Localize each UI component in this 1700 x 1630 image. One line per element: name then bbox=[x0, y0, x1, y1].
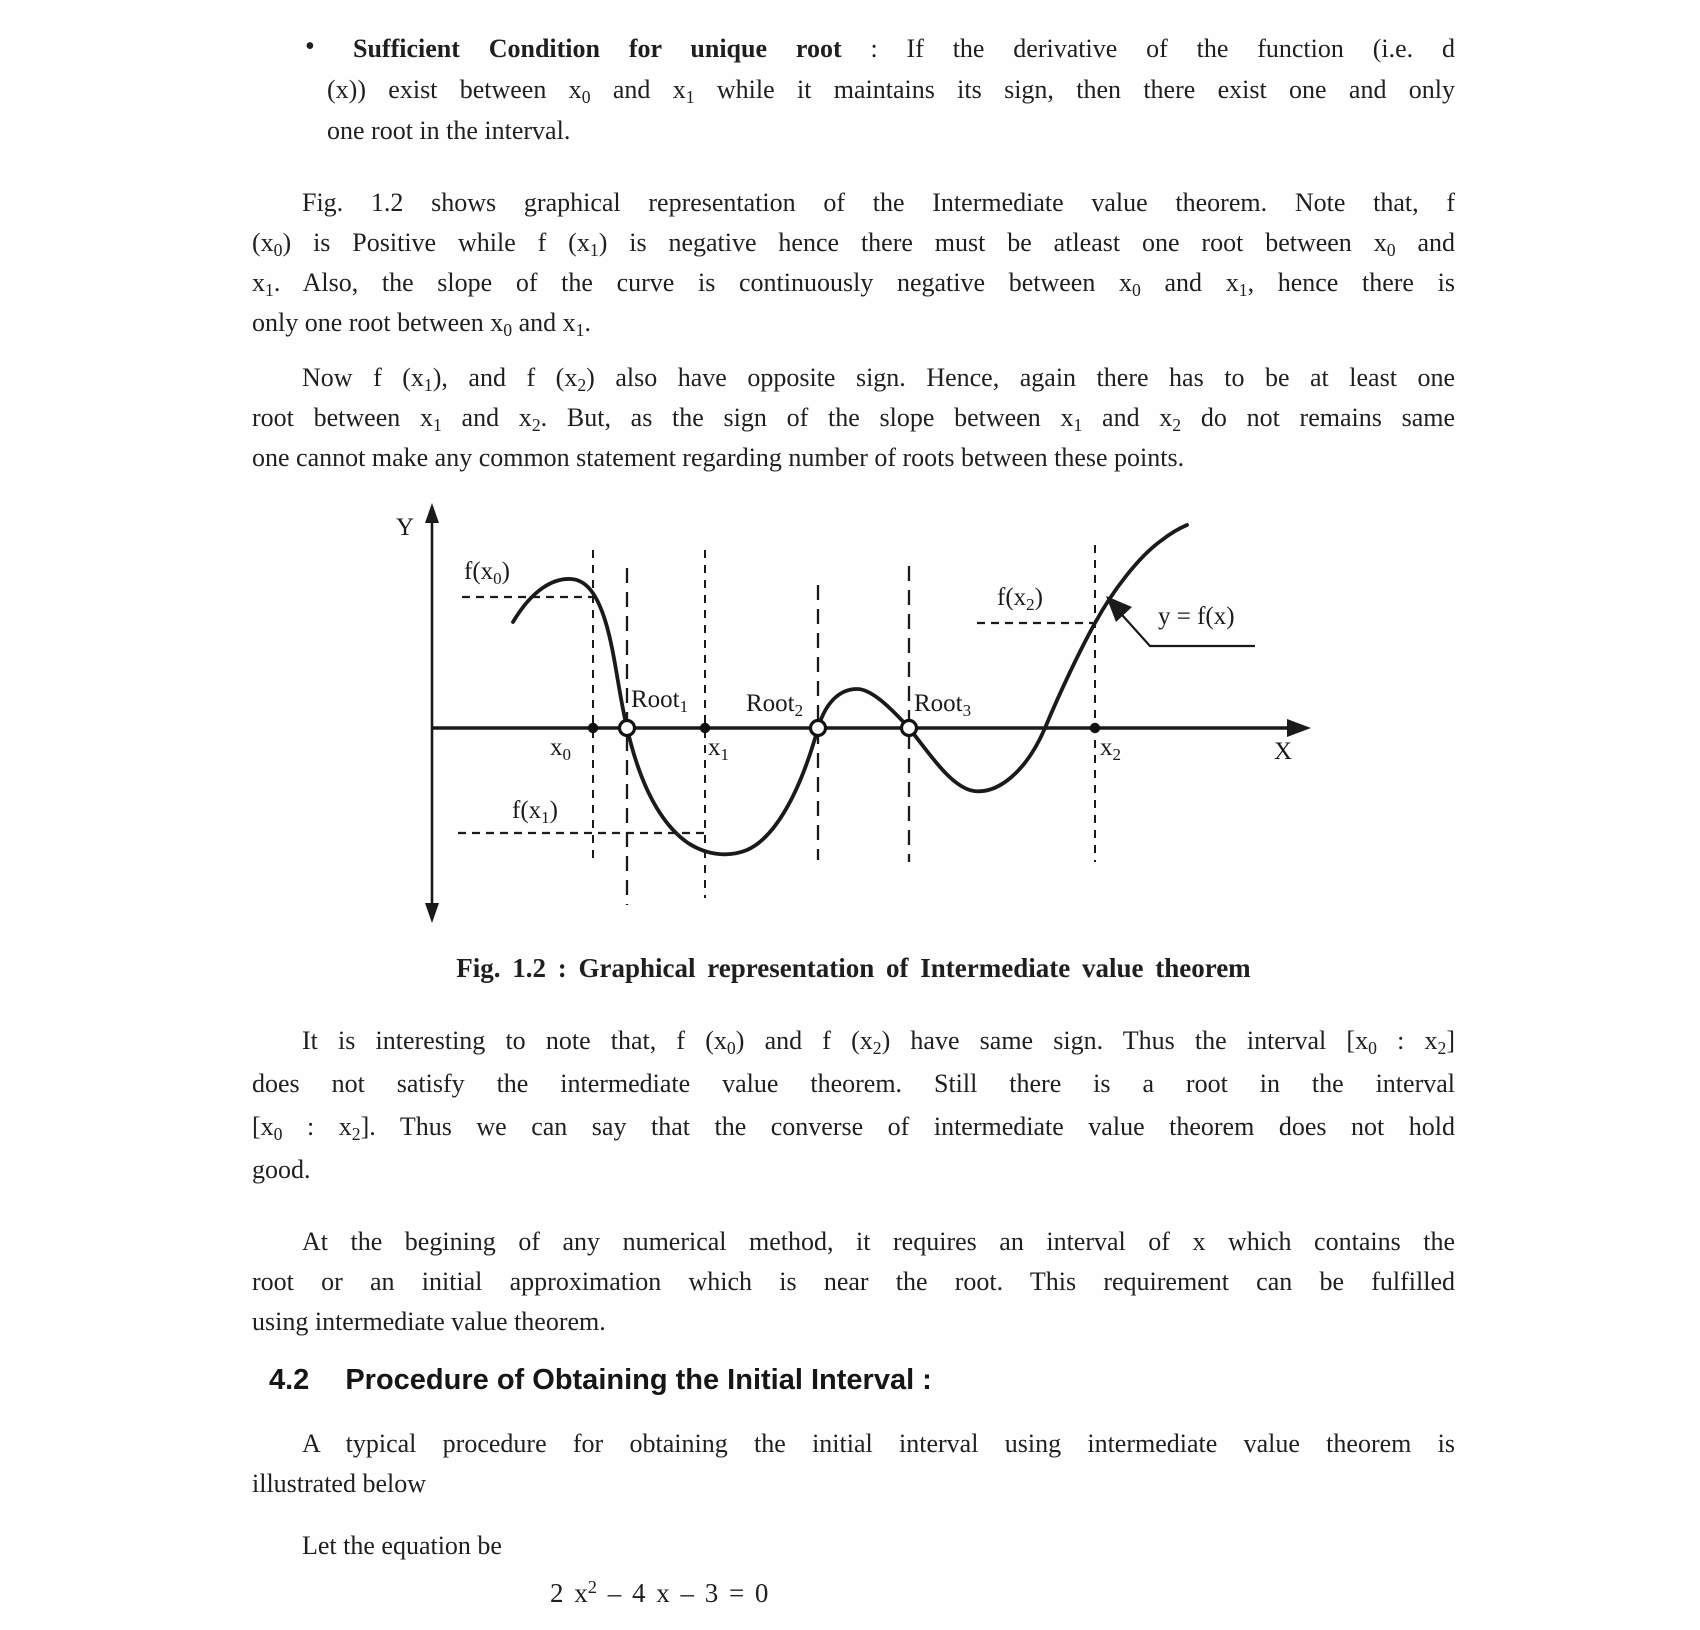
section-heading bbox=[269, 1364, 1455, 1397]
text-line: A typical procedure for obtaining the initial interval using intermediate value theorem is bbox=[302, 1429, 1455, 1458]
x1-point-marker bbox=[700, 723, 710, 733]
figure-caption: Fig. 1.2 : Graphical representation of Intermediate value theorem bbox=[456, 953, 1251, 983]
x-axis-label: X bbox=[1274, 738, 1293, 765]
paragraph-same-sign bbox=[252, 1019, 1455, 1191]
text-line: one root in the interval. bbox=[327, 116, 571, 145]
text-line: good. bbox=[252, 1155, 311, 1184]
x-axis-right-arrow-icon bbox=[1287, 719, 1311, 737]
fx2-label: $f(x_2)$ bbox=[997, 584, 1043, 614]
root2-marker bbox=[811, 721, 826, 736]
text-line: At the begining of any numerical method, it requires an interval of x which contains the bbox=[302, 1227, 1455, 1256]
text-line: Let the equation be bbox=[302, 1531, 502, 1560]
root1-label: Root$_1$ bbox=[631, 686, 689, 716]
bullet-icon: • bbox=[305, 31, 315, 62]
text-line: (x)) exist between $x_0$ and $x_1$ while it maintains its sign, then there exist one and only bbox=[327, 75, 1456, 107]
paragraph-numerical-method bbox=[252, 1222, 1455, 1342]
text-line: only one root between $x_0$ and $x_1$. bbox=[252, 308, 591, 340]
text-line: root or an initial approximation which is near the root. This requirement can be fulfilled bbox=[252, 1267, 1455, 1296]
root1-marker bbox=[620, 721, 635, 736]
text-line: Now f $(x_1)$, and f $(x_2)$ also have opposite sign. Hence, again there has to be at least one bbox=[302, 363, 1455, 395]
curve-path bbox=[513, 525, 1187, 854]
y-axis-label: Y bbox=[396, 514, 415, 541]
y-axis-down-arrow-icon bbox=[425, 903, 439, 923]
equation-text: 2 $x^2 - 4$ x – 3 = 0 bbox=[550, 1576, 769, 1608]
text-line: using intermediate value theorem. bbox=[252, 1307, 606, 1336]
x0-label: $x_0$ bbox=[550, 734, 571, 764]
x1-label: $x_1$ bbox=[708, 734, 729, 764]
y-axis-up-arrow-icon bbox=[425, 503, 439, 523]
root3-label: Root$_3$ bbox=[914, 690, 972, 720]
text-line: Fig. 1.2 shows graphical representation of the Intermediate value theorem. Note that, f bbox=[302, 188, 1455, 217]
root3-marker bbox=[902, 721, 917, 736]
curve-equation-label: y = f(x) bbox=[1158, 603, 1235, 630]
page-content bbox=[252, 28, 1455, 1609]
paragraph-opposite-sign bbox=[252, 358, 1455, 478]
paragraph-typical-procedure bbox=[252, 1424, 1455, 1504]
curve-label-arrow-icon bbox=[1106, 596, 1132, 622]
section-number: 4.2 bbox=[269, 1364, 310, 1396]
figure-plot bbox=[390, 500, 1320, 940]
paragraph-let-equation bbox=[252, 1526, 1455, 1566]
text-line: one cannot make any common statement regarding number of roots between these points. bbox=[252, 443, 1185, 472]
text-line: $x_1$. Also, the slope of the curve is continuously negative between $x_0$ and $x_1$, hence there is bbox=[252, 268, 1455, 300]
text-line: $(x_0)$ is Positive while f $(x_1)$ is negative hence there must be atleast one root between $x_0$ and bbox=[252, 228, 1455, 260]
bullet-text bbox=[327, 28, 1455, 151]
fx1-label: $f(x_1)$ bbox=[512, 797, 558, 827]
text-line: root between $x_1$ and $x_2$. But, as the sign of the slope between $x_1$ and $x_2$ do not remains same bbox=[252, 403, 1455, 435]
text-line: illustrated below bbox=[252, 1469, 427, 1498]
paragraph-fig-description bbox=[252, 183, 1455, 343]
fx0-label: $f(x_0)$ bbox=[464, 558, 510, 588]
x2-label: $x_2$ bbox=[1100, 734, 1121, 764]
text-line: Sufficient Condition for unique root : If the derivative of the function (i.e. d bbox=[353, 34, 1455, 63]
text-line: [$x_0$ : $x_2$]. Thus we can say that the converse of intermediate value theorem does not hold bbox=[252, 1112, 1455, 1144]
section-title: Procedure of Obtaining the Initial Interval : bbox=[345, 1364, 932, 1396]
x2-point-marker bbox=[1090, 723, 1100, 733]
bullet-item bbox=[252, 28, 1455, 151]
figure-intermediate-value-theorem bbox=[390, 500, 1320, 940]
x0-point-marker bbox=[588, 723, 598, 733]
root2-label: Root$_2$ bbox=[746, 690, 804, 720]
text-line: does not satisfy the intermediate value theorem. Still there is a root in the interval bbox=[252, 1069, 1455, 1098]
text-line: It is interesting to note that, f $(x_0)$ and f $(x_2)$ have same sign. Thus the interval [$x_0$ : $x_2$] bbox=[302, 1026, 1455, 1058]
